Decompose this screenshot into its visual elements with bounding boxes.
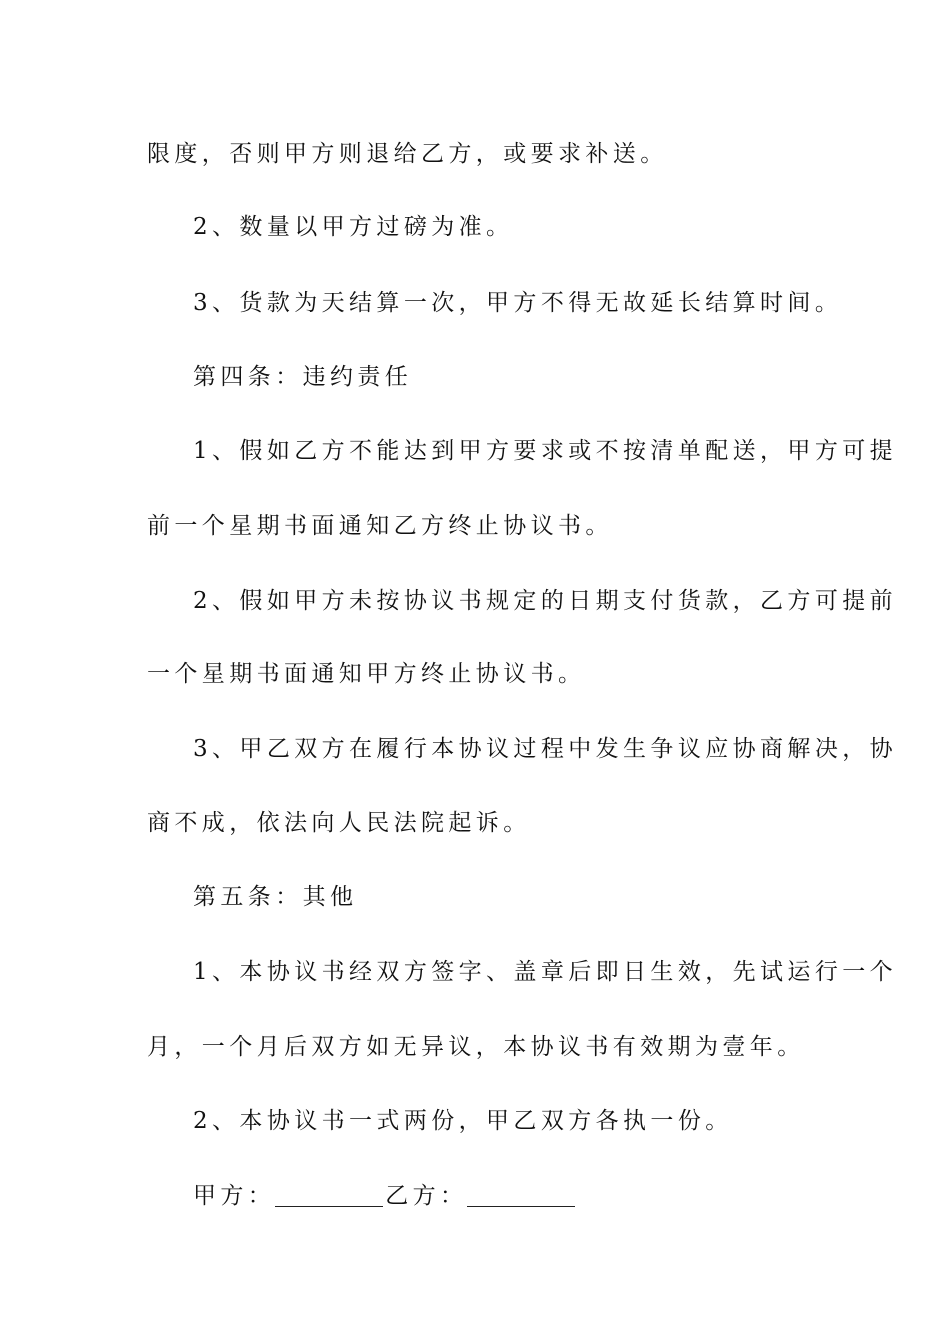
paragraph-line: 2、假如甲方未按协议书规定的日期支付货款，乙方可提前 bbox=[193, 588, 898, 614]
section-heading: 第四条：违约责任 bbox=[193, 364, 413, 390]
party-a-label: 甲方： bbox=[193, 1183, 276, 1209]
paragraph-line: 3、货款为天结算一次，甲方不得无故延长结算时间。 bbox=[193, 290, 843, 316]
paragraph-line: 1、本协议书经双方签字、盖章后即日生效，先试运行一个 bbox=[193, 959, 898, 985]
paragraph-line: 月，一个月后双方如无异议，本协议书有效期为壹年。 bbox=[147, 1034, 805, 1060]
paragraph-line: 限度，否则甲方则退给乙方，或要求补送。 bbox=[147, 141, 668, 167]
party-b-signature-blank[interactable] bbox=[467, 1184, 575, 1207]
party-a-signature-blank[interactable] bbox=[275, 1184, 383, 1207]
paragraph-line: 一个星期书面通知甲方终止协议书。 bbox=[147, 661, 586, 687]
paragraph-line: 1、假如乙方不能达到甲方要求或不按清单配送，甲方可提 bbox=[193, 438, 898, 464]
paragraph-line: 2、数量以甲方过磅为准。 bbox=[193, 214, 514, 240]
paragraph-line: 3、甲乙双方在履行本协议过程中发生争议应协商解决，协 bbox=[193, 736, 898, 762]
party-b-label: 乙方： bbox=[385, 1183, 468, 1209]
paragraph-line: 商不成，依法向人民法院起诉。 bbox=[147, 810, 531, 836]
paragraph-line: 2、本协议书一式两份，甲乙双方各执一份。 bbox=[193, 1108, 733, 1134]
signature-line bbox=[193, 1181, 873, 1211]
paragraph-line: 前一个星期书面通知乙方终止协议书。 bbox=[147, 513, 613, 539]
section-heading: 第五条：其他 bbox=[193, 884, 358, 910]
